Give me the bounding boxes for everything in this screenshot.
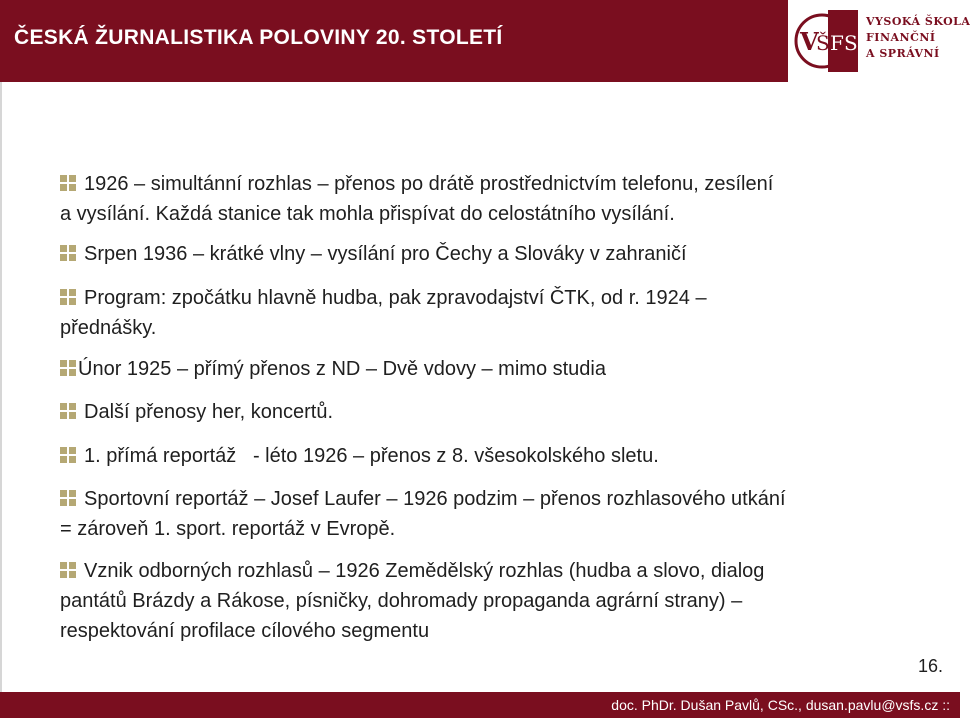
bullet-icon bbox=[60, 175, 76, 191]
bullet-item bbox=[60, 441, 659, 471]
bullet-text-line: přednášky. bbox=[60, 317, 157, 339]
bullet-item bbox=[60, 556, 764, 646]
bullet-item bbox=[60, 283, 707, 343]
bullet-text-line: Únor 1925 – přímý přenos z ND – Dvě vdovy – mimo studia bbox=[78, 358, 606, 380]
slide-title: ČESKÁ ŽURNALISTIKA POLOVINY 20. STOLETÍ bbox=[14, 26, 503, 49]
svg-text:V: V bbox=[800, 27, 819, 56]
svg-text:Š: Š bbox=[816, 31, 830, 55]
bullet-text-line: a vysílání. Každá stanice tak mohla přispívat do celostátního vysílání. bbox=[60, 203, 675, 225]
bullet-text-line: respektování profilace cílového segmentu bbox=[60, 620, 430, 642]
bullet-text-line: Program: zpočátku hlavně hudba, pak zpravodajství ČTK, od r. 1924 – bbox=[84, 287, 707, 309]
logo-line-1: VYSOKÁ ŠKOLA bbox=[866, 15, 970, 28]
bullet-text-line: Srpen 1936 – krátké vlny – vysílání pro Čechy a Slováky v zahraničí bbox=[84, 243, 687, 265]
svg-text:F: F bbox=[830, 31, 844, 55]
page-number: 16. bbox=[918, 656, 944, 676]
bullet-text-line: 1. přímá reportáž - léto 1926 – přenos z 8. všesokolského sletu. bbox=[84, 445, 659, 467]
bullet-text-line: Další přenosy her, koncertů. bbox=[84, 401, 334, 423]
footer-bar bbox=[0, 692, 960, 718]
logo-line-2: FINANČNÍ bbox=[866, 31, 936, 44]
bullet-item bbox=[60, 484, 786, 544]
bullet-text-line: Sportovní reportáž – Josef Laufer – 1926 podzim – přenos rozhlasového utkání bbox=[84, 488, 786, 510]
bullet-text-line: Vznik odborných rozhlasů – 1926 Zemědělský rozhlas (hudba a slovo, dialog bbox=[84, 560, 765, 582]
bullet-text-line: pantátů Brázdy a Rákose, písničky, dohromady propaganda agrární strany) – bbox=[60, 590, 743, 612]
bullet-item bbox=[60, 239, 687, 269]
bullet-icon bbox=[60, 403, 76, 419]
svg-text:S: S bbox=[844, 31, 858, 55]
bullet-icon bbox=[60, 490, 76, 506]
bullet-icon bbox=[60, 562, 76, 578]
bullet-text-line: = zároveň 1. sport. reportáž v Evropě. bbox=[60, 518, 396, 540]
bullet-item bbox=[60, 397, 333, 427]
bullet-icon bbox=[60, 289, 76, 305]
bullet-icon bbox=[60, 245, 76, 261]
bullet-icon bbox=[60, 447, 76, 463]
logo-line-3: A SPRÁVNÍ bbox=[866, 47, 940, 60]
bullet-item bbox=[60, 169, 773, 229]
bullet-icon bbox=[60, 360, 76, 376]
footer-author: doc. PhDr. Dušan Pavlů, CSc., dusan.pavlu@vsfs.cz :: bbox=[611, 697, 950, 713]
bullet-item bbox=[60, 354, 606, 384]
bullet-text-line: 1926 – simultánní rozhlas – přenos po drátě prostřednictvím telefonu, zesílení bbox=[84, 173, 774, 195]
